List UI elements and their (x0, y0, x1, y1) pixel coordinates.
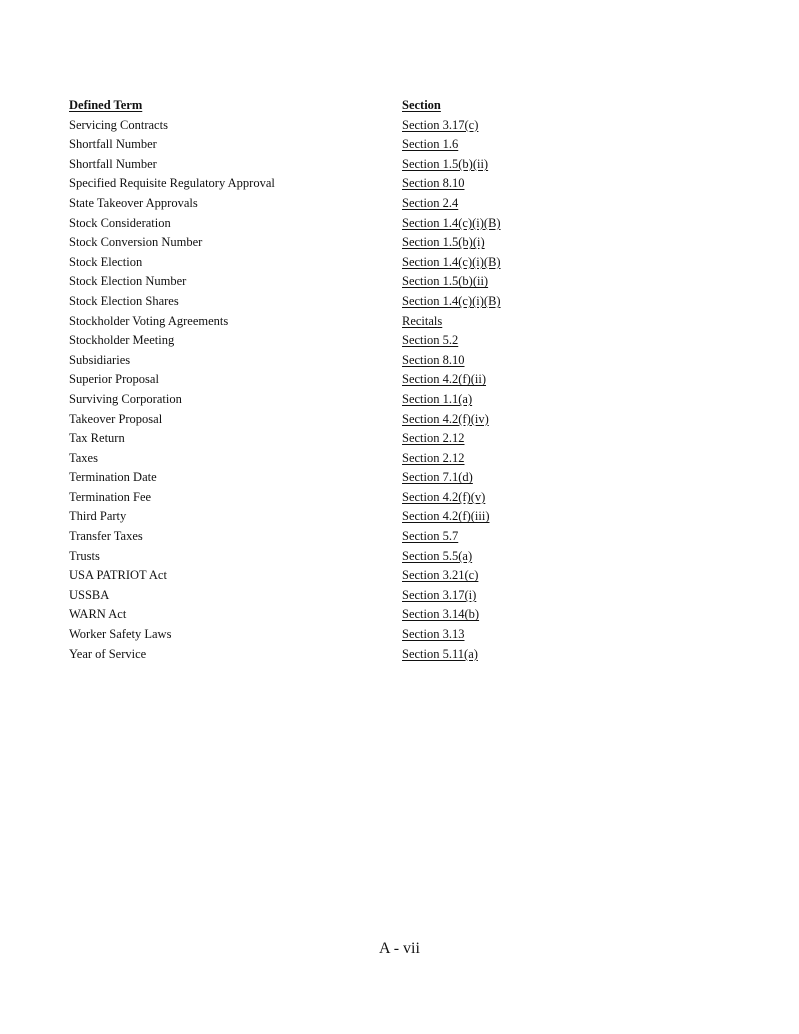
defined-term: Tax Return (69, 431, 125, 446)
table-row (69, 174, 589, 194)
table-row (69, 449, 589, 469)
section-reference: Section 2.4 (402, 195, 459, 210)
table-row (69, 488, 589, 508)
table-row (69, 253, 589, 273)
table-header-row (69, 96, 589, 116)
section-reference: Section 8.10 (402, 352, 465, 367)
table-row (69, 429, 589, 449)
section-reference: Section 1.6 (402, 137, 459, 152)
defined-term: Shortfall Number (69, 137, 157, 152)
defined-term: Termination Fee (69, 489, 152, 504)
table-row (69, 645, 589, 665)
section-reference: Section 4.2(f)(iv) (402, 411, 489, 426)
table-row (69, 586, 589, 606)
defined-term: Stockholder Meeting (69, 333, 175, 348)
section-reference: Section 5.2 (402, 333, 459, 348)
table-row (69, 272, 589, 292)
section-reference: Section 1.4(c)(i)(B) (402, 254, 501, 269)
defined-term: Servicing Contracts (69, 117, 168, 132)
section-reference: Section 1.4(c)(i)(B) (402, 215, 501, 230)
section-reference: Section 3.13 (402, 627, 465, 642)
table-row (69, 155, 589, 175)
section-reference: Section 3.14(b) (402, 607, 480, 622)
section-reference: Section 3.17(c) (402, 117, 479, 132)
section-reference: Section 4.2(f)(v) (402, 489, 486, 504)
defined-term: Stock Conversion Number (69, 235, 203, 250)
defined-term: Termination Date (69, 470, 157, 485)
section-reference: Section 5.11(a) (402, 646, 478, 661)
defined-term: WARN Act (69, 607, 127, 622)
section-reference: Section 4.2(f)(iii) (402, 509, 490, 524)
defined-term: USSBA (69, 587, 110, 602)
table-row (69, 468, 589, 488)
defined-term-column-header: Defined Term (69, 98, 143, 112)
table-row (69, 410, 589, 430)
section-reference: Section 1.5(b)(ii) (402, 274, 489, 289)
section-reference: Section 5.7 (402, 529, 459, 544)
defined-term: Takeover Proposal (69, 411, 163, 426)
defined-term: Third Party (69, 509, 127, 524)
defined-term: Stock Consideration (69, 215, 171, 230)
defined-term: Stock Election Number (69, 274, 187, 289)
section-reference: Section 7.1(d) (402, 470, 473, 485)
defined-term: Stock Election (69, 254, 143, 269)
table-row (69, 331, 589, 351)
defined-term: State Takeover Approvals (69, 195, 198, 210)
section-reference: Section 1.4(c)(i)(B) (402, 293, 501, 308)
table-row (69, 527, 589, 547)
defined-term: Trusts (69, 548, 100, 563)
table-row (69, 312, 589, 332)
table-row (69, 605, 589, 625)
defined-term: Surviving Corporation (69, 391, 182, 406)
table-row (69, 566, 589, 586)
defined-term: Year of Service (69, 646, 147, 661)
defined-terms-index (69, 96, 589, 664)
table-row (69, 116, 589, 136)
table-row (69, 547, 589, 567)
page-number: A - vii (379, 940, 420, 957)
section-reference: Section 3.21(c) (402, 568, 479, 583)
table-row (69, 370, 589, 390)
table-row (69, 351, 589, 371)
table-row (69, 390, 589, 410)
section-reference: Recitals (402, 313, 443, 328)
section-reference: Section 2.12 (402, 431, 465, 446)
table-row (69, 194, 589, 214)
table-row (69, 214, 589, 234)
section-reference: Section 1.5(b)(ii) (402, 156, 489, 171)
defined-term: Taxes (69, 450, 98, 465)
section-reference: Section 3.17(i) (402, 587, 477, 602)
table-row (69, 507, 589, 527)
defined-term: Specified Requisite Regulatory Approval (69, 176, 275, 191)
defined-term: Superior Proposal (69, 372, 159, 387)
table-row (69, 135, 589, 155)
defined-term: Stockholder Voting Agreements (69, 313, 229, 328)
defined-term: Shortfall Number (69, 156, 157, 171)
table-row (69, 292, 589, 312)
section-reference: Section 2.12 (402, 450, 465, 465)
defined-term: Transfer Taxes (69, 529, 143, 544)
section-column-header: Section (402, 98, 441, 112)
section-reference: Section 4.2(f)(ii) (402, 372, 487, 387)
section-reference: Section 1.5(b)(i) (402, 235, 485, 250)
section-reference: Section 8.10 (402, 176, 465, 191)
section-reference: Section 5.5(a) (402, 548, 473, 563)
defined-term: Worker Safety Laws (69, 627, 172, 642)
defined-term: USA PATRIOT Act (69, 568, 167, 583)
table-row (69, 233, 589, 253)
defined-term: Stock Election Shares (69, 293, 179, 308)
table-row (69, 625, 589, 645)
table-body (69, 116, 589, 665)
defined-term: Subsidiaries (69, 352, 131, 367)
section-reference: Section 1.1(a) (402, 391, 473, 406)
